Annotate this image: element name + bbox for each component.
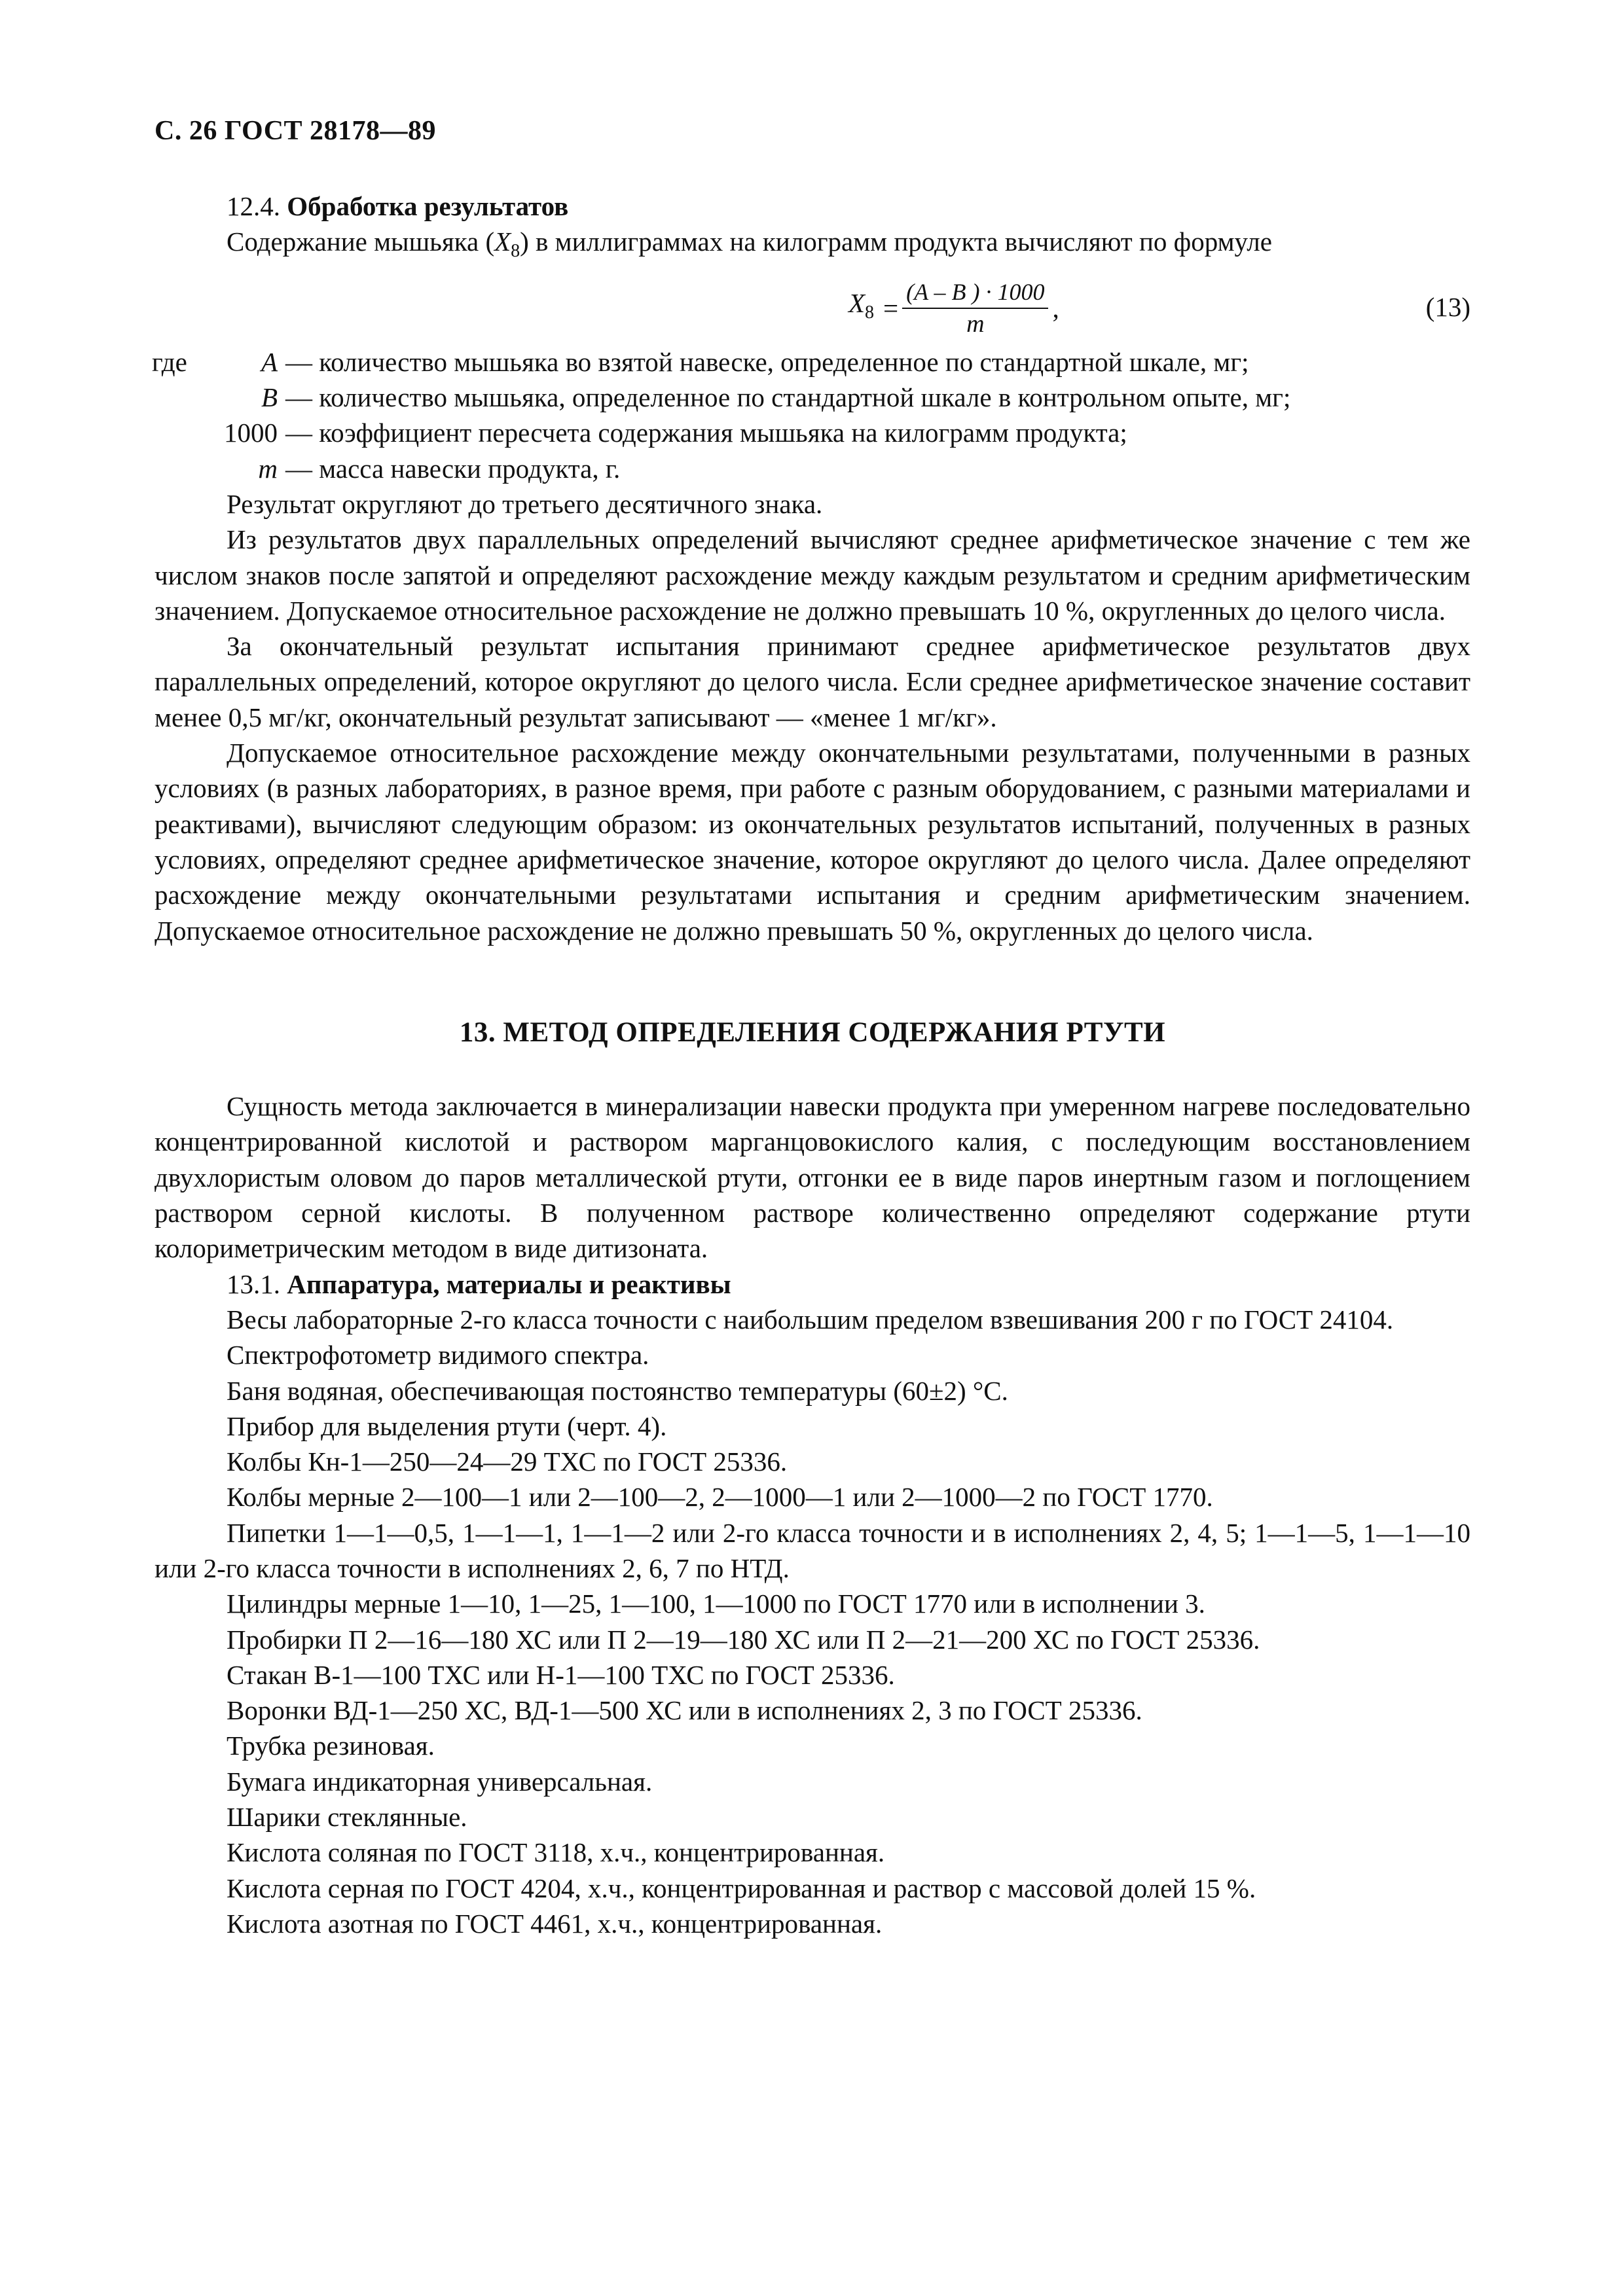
list-item: Колбы Кн-1—250—24—29 ТХС по ГОСТ 25336.	[227, 1446, 788, 1477]
paragraph-parallel-results: Из результатов двух параллельных определений вычисляют среднее арифметическое значение с тем же числом знаков после запятой и определяют расхождение между каждым результатом и средним арифметическим значением. Допускаемое относительное расхождение не должно превышать 10 %, округленных до целого числа.	[155, 524, 1470, 626]
formula-intro-text: Содержание мышьяка $(X_8)$ в миллиграммах на килограмм продукта вычисляют по формуле	[227, 226, 1272, 262]
where-row-1-symbol	[152, 344, 285, 380]
where-row-3-symbol	[155, 415, 285, 450]
formula-fraction	[902, 278, 1048, 339]
section-title: Обработка результатов	[287, 191, 569, 221]
equation-number: (13)	[1425, 291, 1470, 322]
where-row-3-text: — коэффициент пересчета содержания мышьяка на килограмм продукта;	[285, 418, 1127, 448]
section-13-1-heading	[155, 1266, 1470, 1302]
variable-symbol: 1000	[224, 418, 278, 448]
list-item: Пипетки 1—1—0,5, 1—1—1, 1—1—2 или 2-го класса точности и в исполнениях 2, 4, 5; 1—1—5, 1—1—10 или 2-го класса точности в исполнениях 2, 6, 7 по НТД.	[155, 1517, 1470, 1583]
paragraph-method-essence: Сущность метода заключается в минерализации навески продукта при умеренном нагреве последовательно концентрированной кислотой и раствором марганцовокислого калия, с последующим восстановлением двухлористым оловом до паров металлической ртути, отгонки ее в виде паров инертным газом и поглощением раствором серной кислоты. В полученном растворе количественно определяют содержание ртути колориметрическим методом в виде дитизоната.	[155, 1091, 1470, 1264]
subsection-title: Аппаратура, материалы и реактивы	[287, 1268, 731, 1299]
formula-tail: ,	[1052, 293, 1059, 323]
list-item: Кислота серная по ГОСТ 4204, х.ч., концентрированная и раствор с массовой долей 15 %.	[227, 1873, 1256, 1903]
list-item: Шарики стеклянные.	[227, 1802, 467, 1833]
variable-symbol: A	[261, 346, 278, 377]
list-item: Спектрофотометр видимого спектра.	[227, 1340, 649, 1371]
formula-denominator: m	[966, 310, 985, 338]
where-row-4-text: — масса навески продукта, г.	[285, 453, 621, 484]
formula-intro	[155, 224, 1470, 269]
where-prefix: где	[152, 346, 187, 377]
list-item: Воронки ВД-1—250 ХС, ВД-1—500 ХС или в исполнениях 2, 3 по ГОСТ 25336.	[227, 1695, 1142, 1726]
formula-block	[155, 271, 1470, 342]
paragraph-final-result: За окончательный результат испытания принимают среднее арифметическое результатов двух параллельных определений, которое округляют до целого числа. Если среднее арифметическое значение составит менее 0,5 мг/кг, окончательный результат записывают — «менее 1 мг/кг».	[155, 631, 1470, 732]
list-item: Цилиндры мерные 1—10, 1—25, 1—100, 1—1000 по ГОСТ 1770 или в исполнении 3.	[227, 1588, 1205, 1619]
where-row-4-symbol	[155, 451, 285, 486]
variable-symbol: B	[261, 382, 278, 413]
formula-lhs-subscript: 8	[865, 302, 875, 323]
page-body	[152, 188, 1470, 1941]
list-item: Трубка резиновая.	[227, 1731, 435, 1761]
list-item: Бумага индикаторная универсальная.	[227, 1766, 653, 1797]
list-item: Кислота соляная по ГОСТ 3118, х.ч., концентрированная.	[227, 1837, 885, 1868]
formula-lhs	[848, 285, 874, 331]
where-row-2-symbol	[155, 380, 285, 415]
paragraph-rounding: Результат округляют до третьего десятичного знака.	[227, 488, 823, 519]
variable-symbol: m	[258, 453, 278, 484]
where-row-2-text: — количество мышьяка, определенное по стандартной шкале в контрольном опыте, мг;	[285, 382, 1291, 413]
list-item: Колбы мерные 2—100—1 или 2—100—2, 2—1000—1 или 2—1000—2 по ГОСТ 1770.	[227, 1482, 1213, 1513]
variable-definitions	[152, 344, 1470, 486]
list-item: Весы лабораторные 2-го класса точности с наибольшим пределом взвешивания 200 г по ГОСТ 24104.	[227, 1304, 1394, 1335]
list-item: Прибор для выделения ртути (черт. 4).	[227, 1410, 667, 1441]
where-row-1-text: — количество мышьяка во взятой навеске, определенное по стандартной шкале, мг;	[285, 346, 1249, 377]
formula-lhs-symbol: X	[848, 288, 866, 319]
subsection-number: 13.1.	[227, 1268, 280, 1299]
list-item: Кислота азотная по ГОСТ 4461, х.ч., концентрированная.	[227, 1908, 883, 1939]
list-item: Баня водяная, обеспечивающая постоянство температуры (60±2) °С.	[227, 1375, 1008, 1406]
formula-numerator: (A – B ) · 1000	[902, 278, 1048, 309]
list-item: Стакан В-1—100 ТХС или Н-1—100 ТХС по ГОСТ 25336.	[227, 1659, 895, 1690]
list-item: Пробирки П 2—16—180 ХС или П 2—19—180 ХС или П 2—21—200 ХС по ГОСТ 25336.	[227, 1624, 1260, 1655]
section-12-4-heading	[155, 188, 1470, 224]
formula-equals: =	[883, 293, 899, 323]
section-number: 12.4.	[227, 191, 280, 221]
formula	[848, 278, 1059, 339]
paragraph-relative-deviation: Допускаемое относительное расхождение между окончательными результатами, полученными в разных условиях (в разных лабораториях, в разное время, при работе с разным оборудованием, с разными материалами и реактивами), вычисляют следующим образом: из окончательных результатов испытаний, полученных в разных условиях, определяют среднее арифметическое значение, которое округляют до целого числа. Далее определяют расхождение между окончательными результатами испытания и средним арифметическим значением. Допускаемое относительное расхождение не должно превышать 50 %, округленных до целого числа.	[155, 738, 1470, 946]
section-13-title: 13. МЕТОД ОПРЕДЕЛЕНИЯ СОДЕРЖАНИЯ РТУТИ	[459, 1016, 1166, 1048]
page-header: С. 26 ГОСТ 28178—89	[155, 116, 437, 146]
